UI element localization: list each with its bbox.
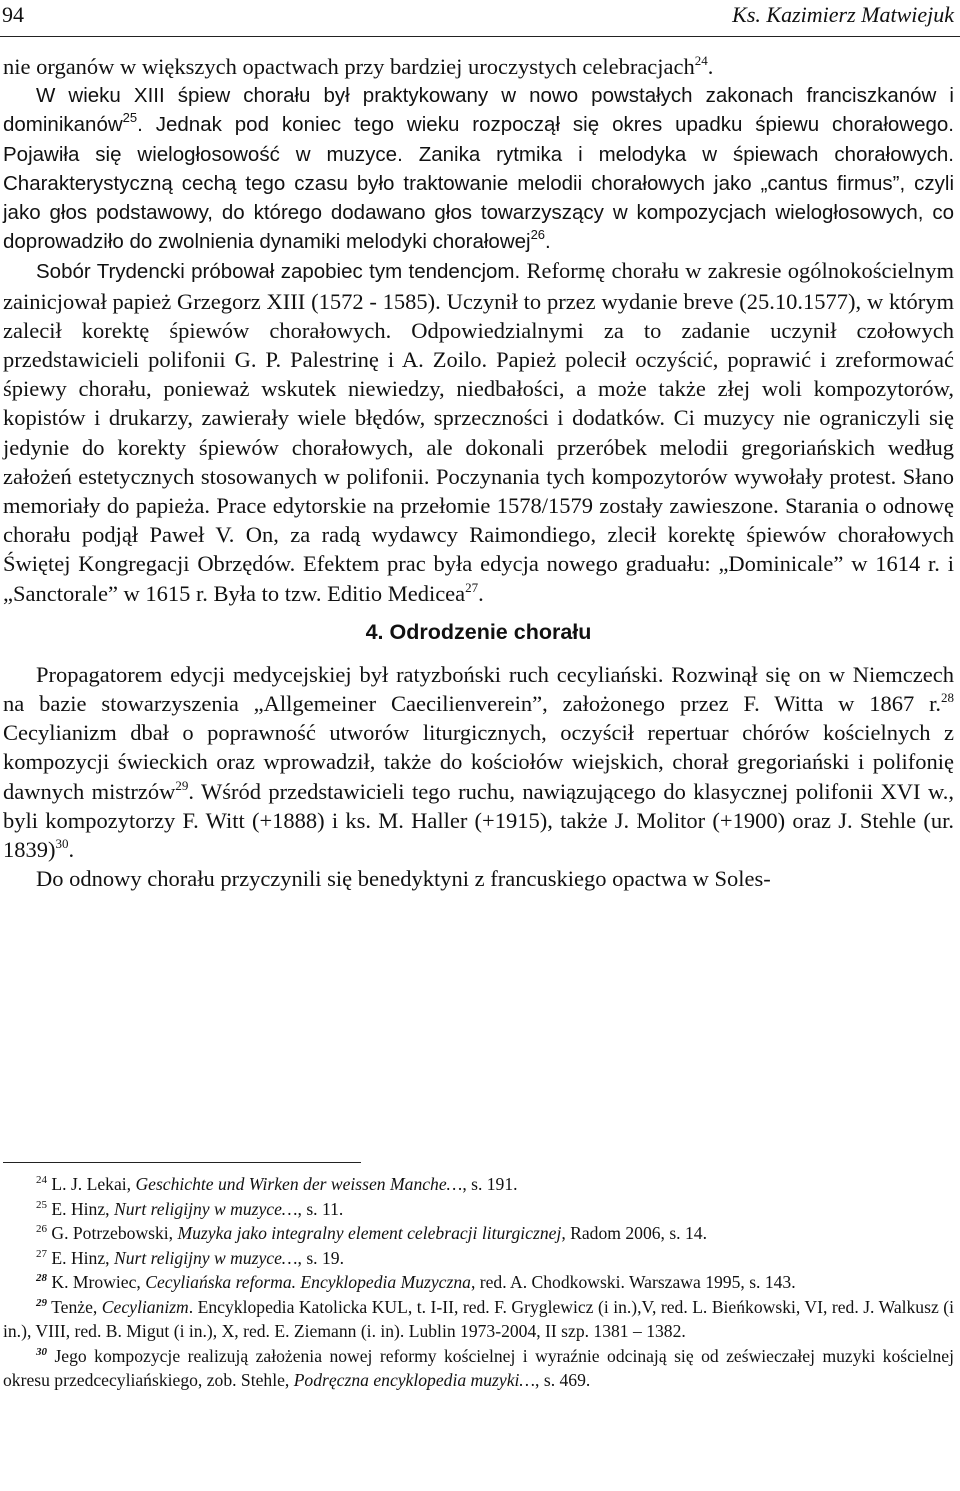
citation-title: Cecyliańska reforma. Encyklopedia Muzyczna bbox=[145, 1272, 471, 1292]
text-run: , s. 469. bbox=[535, 1370, 591, 1390]
footnote-number: 28 bbox=[36, 1272, 47, 1284]
page-number: 94 bbox=[2, 2, 24, 27]
text-run: , s. 19. bbox=[297, 1247, 344, 1268]
text-run: . Wśród przedstawicieli tego ruchu, nawiązującego do klasycznej polifonii XVI w., byli kompozytorzy F. Witt (+1888) i ks. M. Haller (+1915), także J. Molitor (+1900) oraz J. Stehle (ur. 1839) bbox=[3, 778, 954, 863]
footnote-24 bbox=[3, 1172, 954, 1197]
running-title: Ks. Kazimierz Matwiejuk bbox=[732, 2, 954, 27]
footnote-27 bbox=[3, 1246, 954, 1271]
text-run: , s. 191. bbox=[462, 1174, 518, 1194]
footnote-separator bbox=[3, 1162, 361, 1163]
footnote-number: 30 bbox=[36, 1345, 47, 1358]
footnote-ref-24: 24 bbox=[694, 53, 708, 68]
footnote-number: 24 bbox=[36, 1174, 47, 1186]
citation-title: Muzyka jako integralny element celebracji liturgicznej, bbox=[177, 1223, 566, 1243]
text-run: W wieku XIII śpiew chorału był praktykowany w nowo powstałych zakonach franciszkanów i dominikanów bbox=[3, 84, 954, 137]
footnote-26 bbox=[3, 1221, 954, 1246]
page-header bbox=[0, 0, 960, 36]
paragraph-3 bbox=[3, 256, 954, 607]
footnote-30 bbox=[3, 1344, 954, 1393]
footnote-ref-30: 30 bbox=[55, 836, 69, 852]
footnote-ref-29: 29 bbox=[175, 777, 189, 793]
text-run: nie organów w większych opactwach przy bardziej uroczystych celebracjach bbox=[3, 54, 695, 79]
text-run: L. J. Lekai, bbox=[47, 1174, 136, 1194]
text-run: , s. 11. bbox=[297, 1198, 344, 1219]
footnote-25 bbox=[3, 1197, 954, 1222]
text-run: . bbox=[545, 230, 551, 254]
paragraph-5 bbox=[3, 864, 954, 893]
text-run: . bbox=[707, 54, 714, 79]
text-run: Cecylianizm dbał o poprawność utworów liturgicznych, oczyścił repertuar chórów kościelnych z kompozycji świeckich oraz wprowadził, także do kościołów wiejskich, chorał gregoriański i polifonię dawnych mistrzów bbox=[3, 720, 954, 804]
header-rule bbox=[0, 36, 960, 37]
text-run: G. Potrzebowski, bbox=[47, 1223, 178, 1243]
section-heading: 4. Odrodzenie chorału bbox=[365, 619, 592, 644]
text-run: E. Hinz, bbox=[47, 1247, 114, 1268]
citation-title: Podręczna encyklopedia muzyki… bbox=[293, 1370, 536, 1390]
footnote-number: 27 bbox=[36, 1247, 47, 1260]
footnote-ref-25: 25 bbox=[122, 110, 138, 126]
footnote-number: 26 bbox=[36, 1223, 47, 1235]
text-run: Reformę chorału w zakresie ogólnokościelnym zainicjował papież Grzegorz XIII (1572 - 1585). Uczynił to przez wydanie breve (25.10.1577), w którym zalecił korektę śpiewów chorałowych. Odpowiedzialnymi za to zadanie uczynił czołowych przedstawicieli polifonii G. P. Palestrinę i A. Zoilo. Papież polecił oczyścić, poprawić i zreformować śpiewy chorału, ponieważ wskutek niewiedzy, niedbałości, a może także złej woli kompozytorów, kopistów i drukarzy, zawierały wiele błędów, sprzeczności i dodatków. Ci muzycy nie ograniczyli się jedynie do korekty śpiewów chorałowych, ale dokonali przeróbek melodii gregoriańskich według założeń estetycznych stosowanych w polifonii. Poczynania tych kompozytorów wywołały protest. Słano memoriały do papieża. Prace edytorskie na przełomie 1578/1579 zostały zawieszone. Starania o odnowę chorału podjął Paweł V. On, za radą wydawcy Raimondiego, zlecił korektę śpiewów chorałowych Świętej Kongregacji Obrzędów. Efektem prac była edycja nowego graduału: „Dominicale” w 1614 r. i „Sanctorale” w 1615 r. Była to tzw. Editio Medicea bbox=[3, 258, 954, 606]
footnotes bbox=[3, 1172, 954, 1393]
text-run: . bbox=[478, 580, 484, 606]
citation-title: Cecylianizm bbox=[101, 1296, 189, 1317]
text-run: Tenże, bbox=[47, 1296, 102, 1317]
text-run: Charakterystyczną cechą tego czasu było traktowanie melodii chorałowych jako „cantus firmus”, czyli jako głos podstawowy, do którego dodawano głos towarzyszący w kompozycjach wielogłosowych, co doprowadziło do zwolnienia dynamiki melodyki chorałowej bbox=[3, 171, 954, 254]
main-text bbox=[3, 52, 954, 893]
text-run: Jego kompozycje realizują założenia nowej reformy kościelnej i wyraźnie odcinają się od ześwieczałej muzyki kościelnej okresu przedcecyliańskiego, zob. Stehle, bbox=[3, 1345, 954, 1390]
text-run: E. Hinz, bbox=[47, 1198, 114, 1219]
paragraph-1 bbox=[3, 52, 954, 81]
text-run: . Encyklopedia Katolicka KUL, t. I-II, red. F. Gryglewicz (i in.),V, red. L. Bieńkowski, VI, red. J. Walkusz (i in.), VIII, red. B. Migut (i in.), X, red. E. Ziemann (i. in). Lublin 1973-2004, II szp. 1381 – 1382. bbox=[3, 1296, 954, 1341]
citation-title: Nurt religijny w muzyce… bbox=[113, 1247, 298, 1268]
footnote-number: 29 bbox=[36, 1296, 47, 1309]
citation-title: Geschichte und Wirken der weissen Manche… bbox=[135, 1174, 463, 1194]
text-run: . Jednak pod koniec tego wieku rozpoczął się okres upadku śpiewu chorałowego. Pojawiła się wielogłosowość w muzyce. Zanika rytmika i melodyka w śpiewach chorałowych. bbox=[3, 113, 954, 166]
text-run: Propagatorem edycji medycejskiej był ratyzboński ruch cecyliański. Rozwinął się on w Niemczech na bazie stowarzyszenia „Allgemeiner Caecilienverein”, założonego przez F. Witta w 1867 r. bbox=[3, 661, 954, 717]
paragraph-2 bbox=[3, 81, 954, 256]
text-run: Do odnowy chorału przyczynili się benedyktyni z francuskiego opactwa w Soles- bbox=[36, 866, 771, 892]
footnote-ref-27: 27 bbox=[465, 579, 479, 595]
footnote-ref-26: 26 bbox=[530, 227, 546, 243]
text-run: . bbox=[68, 837, 75, 863]
text-run: Radom 2006, s. 14. bbox=[565, 1223, 707, 1243]
footnote-ref-28: 28 bbox=[941, 690, 954, 706]
text-run: K. Mrowiec, bbox=[47, 1272, 146, 1292]
paragraph-4 bbox=[3, 660, 954, 864]
footnote-28 bbox=[3, 1270, 954, 1295]
text-run: , red. A. Chodkowski. Warszawa 1995, s. 143. bbox=[470, 1272, 796, 1292]
footnote-number: 25 bbox=[36, 1198, 47, 1211]
citation-title: Nurt religijny w muzyce… bbox=[113, 1198, 298, 1219]
text-run: Sobór Trydencki próbował zapobiec tym tendencjom. bbox=[36, 260, 521, 284]
footnote-29 bbox=[3, 1295, 954, 1344]
